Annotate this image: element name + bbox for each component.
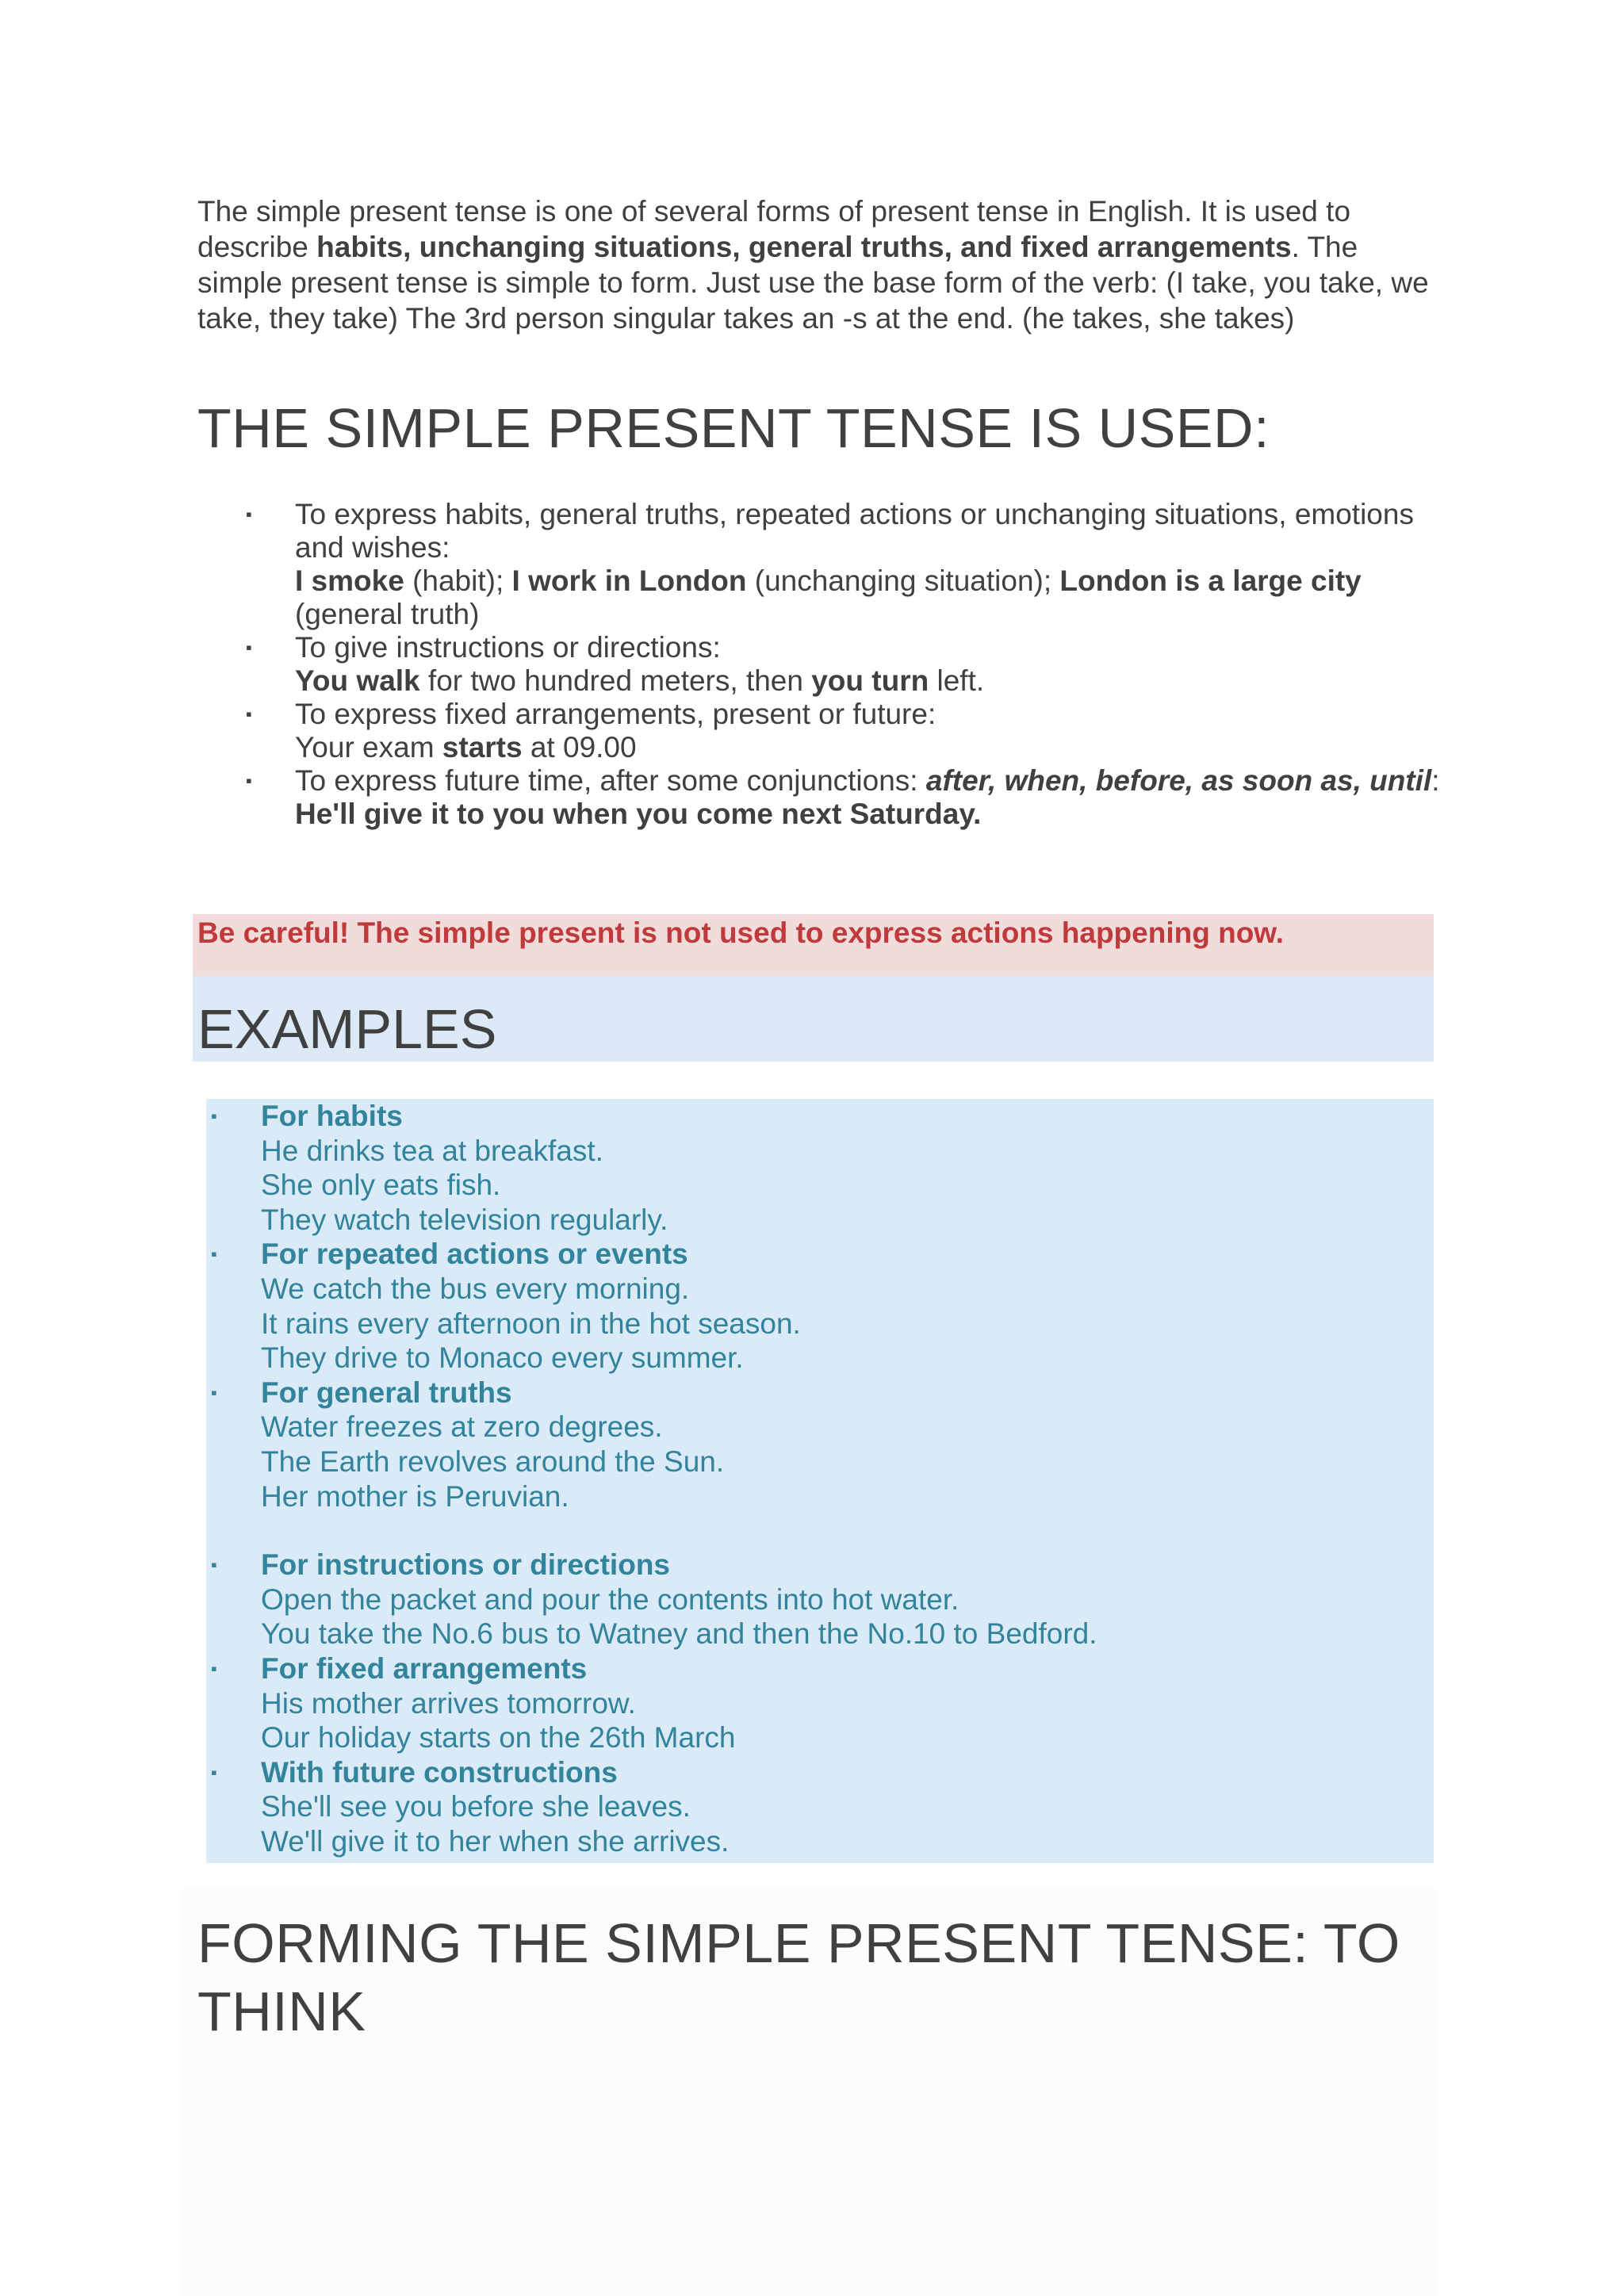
example-category: For general truths [261,1376,512,1409]
example-group [206,1548,1427,1651]
example-text: Your exam [295,731,442,763]
bullet-icon: ▪ [211,1244,217,1265]
used-item [235,498,1440,631]
bullet-icon: ▪ [246,771,252,790]
bullet-icon: ▪ [246,637,252,657]
example-group [206,1376,1427,1513]
example-bold: London is a large city [1059,564,1362,597]
example-bold: starts [442,731,523,763]
forming-heading: FORMING THE SIMPLE PRESENT TENSE: TO THINK [197,1912,1400,2042]
bullet-icon: ▪ [211,1382,217,1402]
used-item [235,764,1440,831]
example-group [206,1237,1427,1375]
bullet-icon: ▪ [211,1762,217,1782]
example-text: for two hundred meters, then [419,664,812,697]
bullet-icon: ▪ [246,704,252,724]
examples-list [206,1099,1427,1858]
bullet-icon: ▪ [246,504,252,524]
example-line: Her mother is Peruvian. [261,1479,569,1513]
used-item-label-end: : [1431,764,1440,797]
example-group [206,1099,1427,1237]
example-bold: I work in London [511,564,747,597]
conjunctions: after, when, before, as soon as, until [925,764,1432,797]
example-text: (unchanging situation); [746,564,1060,597]
used-item-label: To express habits, general truths, repeated actions or unchanging situations, emotions and wishes: [295,498,1414,564]
example-category: For fixed arrangements [261,1651,588,1685]
example-line: She'll see you before she leaves. [261,1790,691,1823]
example-text: (habit); [404,564,512,597]
example-category: For instructions or directions [261,1548,670,1582]
example-line: Water freezes at zero degrees. [261,1410,663,1444]
used-item [235,698,1440,764]
example-line: They watch television regularly. [261,1203,668,1236]
example-line: He drinks tea at breakfast. [261,1134,603,1167]
used-list [235,498,1440,831]
example-line: We'll give it to her when she arrives. [261,1824,730,1858]
used-item [235,631,1440,698]
example-line: Our holiday starts on the 26th March [261,1721,736,1755]
example-category: For habits [261,1100,403,1132]
example-line: They drive to Monaco every summer. [261,1341,744,1375]
intro-bold: habits, unchanging situations, general truths, and fixed arrangements [316,231,1292,263]
examples-heading: EXAMPLES [197,998,497,1060]
used-item-label: To express future time, after some conjunctions: [295,764,926,797]
intro-text-1: The simple present tense is one of several forms of present tense in English. It is used to describe [197,195,1351,263]
example-category: For repeated actions or events [261,1238,688,1271]
intro-paragraph [197,193,1442,336]
example-group [206,1755,1427,1859]
example-text: (general truth) [295,598,480,630]
example-category: With future constructions [261,1755,618,1789]
example-text: at 09.00 [522,731,637,763]
bullet-icon: ▪ [211,1658,217,1678]
example-line: His mother arrives tomorrow. [261,1686,636,1720]
example-line: You take the No.6 bus to Watney and then the No.10 to Bedford. [261,1617,1097,1651]
example-line: It rains every afternoon in the hot season. [261,1307,801,1340]
example-group [206,1651,1427,1755]
example-bold: you turn [811,664,929,697]
bullet-icon: ▪ [211,1106,217,1126]
used-item-label: To express fixed arrangements, present or future: [295,698,936,730]
example-line: The Earth revolves around the Sun. [261,1445,725,1478]
used-item-label: To give instructions or directions: [295,631,721,664]
example-bold: I smoke [295,564,404,597]
example-bold: You walk [295,664,420,697]
intro-text-2: . The simple present tense is simple to form. Just use the base form of the verb: (I take, you take, we take, they take) The 3rd person singular takes an -s at the end. (he takes, she takes) [197,231,1429,335]
example-bold: He'll give it to you when you come next Saturday. [295,798,982,830]
example-line: Open the packet and pour the contents into hot water. [261,1582,959,1616]
example-line: She only eats fish. [261,1169,501,1202]
careful-note: Be careful! The simple present is not used to express actions happening now. [197,916,1284,949]
bullet-icon: ▪ [211,1555,217,1575]
example-text: left. [929,664,985,697]
example-line: We catch the bus every morning. [261,1272,690,1305]
used-heading: THE SIMPLE PRESENT TENSE IS USED: [197,397,1270,459]
